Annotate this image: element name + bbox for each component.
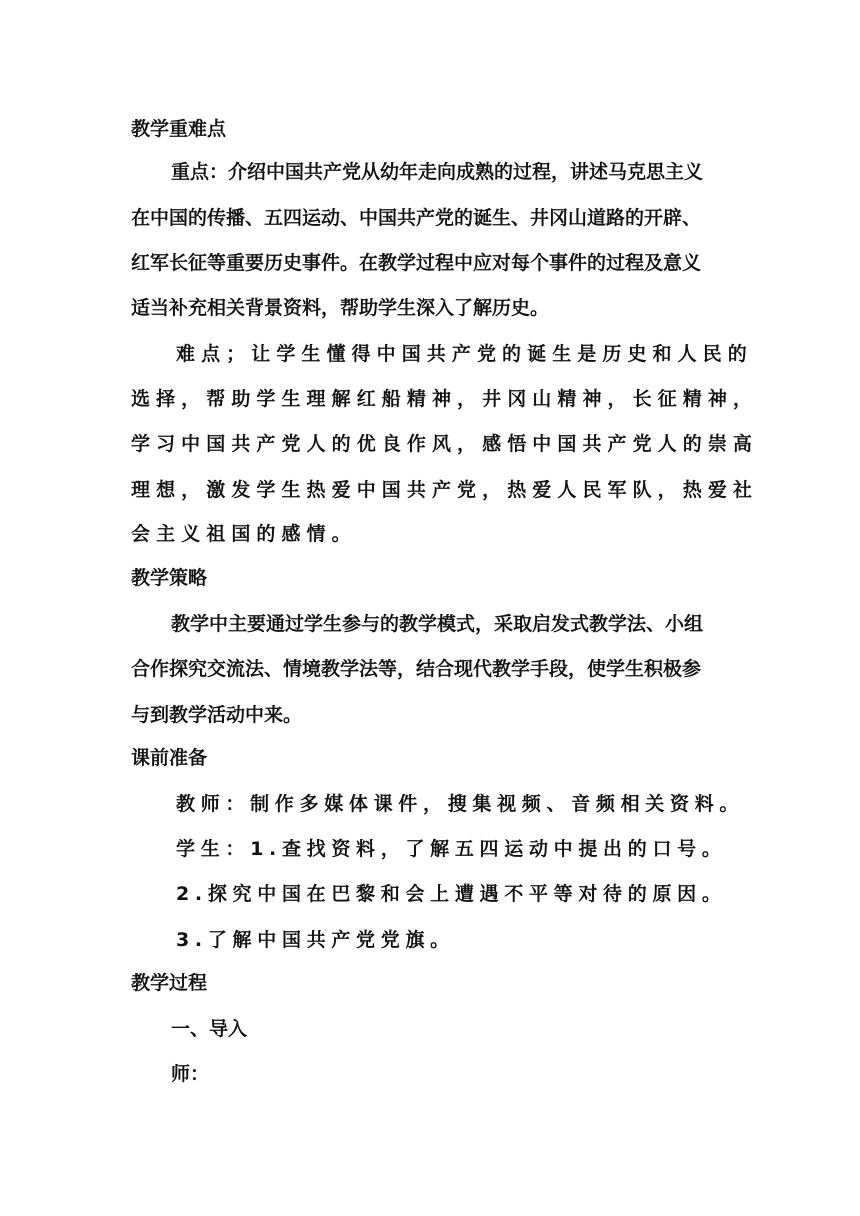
- focus-line-2: 在中国的传播、五四运动、中国共产党的诞生、井冈山道路的开辟、: [131, 207, 702, 229]
- process-speaker-teacher: 师：: [171, 1063, 210, 1085]
- difficulty-line-4: 理想，激发学生热爱中国共产党，热爱人民军队，热爱社: [131, 479, 759, 501]
- focus-line-4: 适当补充相关背景资料，帮助学生深入了解历史。: [131, 297, 550, 319]
- preparation-line-student-3: 3.了解中国共产党党旗。: [176, 929, 455, 951]
- difficulty-line-1: 难点；让学生懂得中国共产党的诞生是历史和人民的: [176, 343, 753, 365]
- section-heading-preparation: 课前准备: [131, 747, 208, 769]
- section-heading-process: 教学过程: [131, 972, 208, 994]
- preparation-line-teacher: 教师：制作多媒体课件，搜集视频、音频相关资料。: [176, 793, 745, 815]
- section-heading-strategy: 教学策略: [131, 567, 208, 589]
- difficulty-line-3: 学习中国共产党人的优良作风，感悟中国共产党人的崇高: [131, 433, 759, 455]
- process-step-intro: 一、导入: [171, 1018, 248, 1040]
- strategy-line-1: 教学中主要通过学生参与的教学模式，采取启发式教学法、小组: [171, 613, 704, 635]
- section-heading-key-points: 教学重难点: [131, 118, 227, 140]
- difficulty-line-5: 会主义祖国的感情。: [131, 523, 357, 545]
- strategy-line-2: 合作探究交流法、情境教学法等，结合现代教学手段，使学生积极参: [131, 658, 702, 680]
- preparation-line-student-2: 2.探究中国在巴黎和会上遭遇不平等对待的原因。: [176, 883, 727, 905]
- focus-line-3: 红军长征等重要历史事件。在教学过程中应对每个事件的过程及意义: [131, 252, 702, 274]
- difficulty-line-2: 选择，帮助学生理解红船精神，井冈山精神，长征精神，: [131, 388, 759, 410]
- focus-line-1: 重点：介绍中国共产党从幼年走向成熟的过程，讲述马克思主义: [171, 161, 704, 183]
- strategy-line-3: 与到教学活动中来。: [131, 704, 303, 726]
- preparation-line-student-1: 学生：1.查找资料，了解五四运动中提出的口号。: [176, 838, 727, 860]
